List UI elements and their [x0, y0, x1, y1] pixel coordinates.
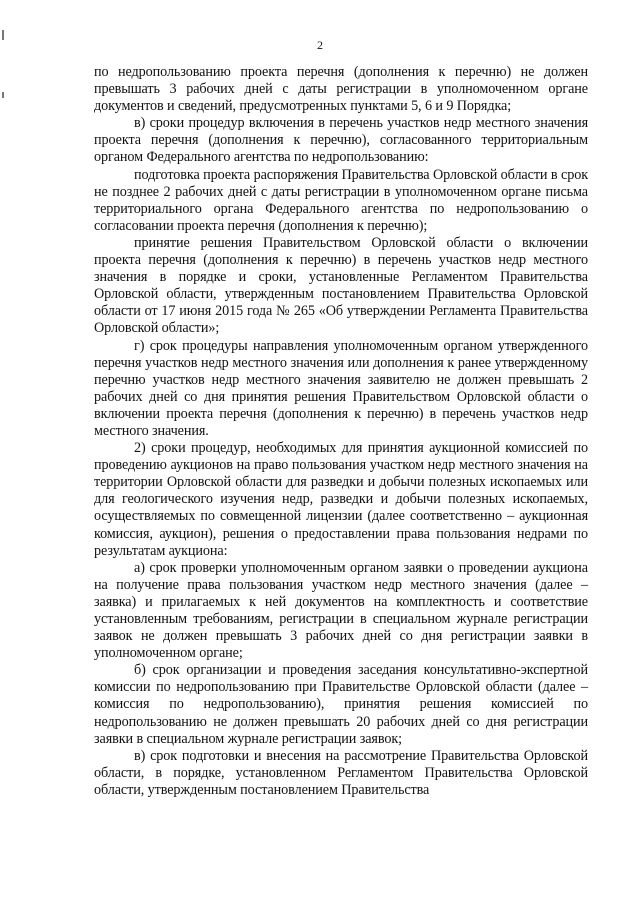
paragraph: а) срок проверки уполномоченным органом заявки о проведении аукциона на получение права пользования участком недр местного значения (далее – заявка) и прилагаемых к ней документов на комплектность и соответствие установленным требованиям, регистрации в специальном журнале регистрации заявок не должен превышать 3 рабочих дней со дня регистрации заявки в уполномоченном органе; [94, 559, 588, 662]
paragraph: 2) сроки процедур, необходимых для принятия аукционной комиссией по проведению аукционов на право пользования участком недр местного значения на территории Орловской области для разведки и добычи полезных ископаемых или для геологического изучения недр, разведки и добычи полезных ископаемых, осуществляемых по совмещенной лицензии (далее соответственно – аукционная комиссия, аукцион), решения о предоставлении права пользования недрами по результатам аукциона: [94, 440, 588, 559]
paragraph: б) срок организации и проведения заседания консультативно-экспертной комиссии по недропользованию при Правительстве Орловской области (далее – комиссия по недропользованию), принятия решения комиссией по недропользованию не должен превышать 20 рабочих дней со дня регистрации заявки в специальном журнале регистрации заявок; [94, 662, 588, 747]
page-number: 2 [317, 38, 323, 52]
paragraph: по недропользованию проекта перечня (дополнения к перечню) не должен превышать 3 рабочих дней с даты регистрации в уполномоченном органе документов и сведений, предусмотренных пунктами 5, 6 и 9 Порядка; [94, 64, 588, 115]
scan-edge-mark [2, 92, 4, 98]
paragraph: принятие решения Правительством Орловской области о включении проекта перечня (дополнения к перечню) в перечень участков недр местного значения в порядке и сроки, установленные Регламентом Правительства Орловской области, утвержденным постановлением Правительства Орловской области от 17 июня 2015 года № 265 «Об утверждении Регламента Правительства Орловской области»; [94, 234, 588, 337]
paragraph: в) срок подготовки и внесения на рассмотрение Правительства Орловской области, в порядке, установленном Регламентом Правительства Орловской области, утвержденным постановлением Правительства [94, 747, 588, 798]
paragraph: подготовка проекта распоряжения Правительства Орловской области в срок не позднее 2 рабочих дней с даты регистрации в уполномоченном органе письма территориального органа Федерального агентства по недропользованию о согласовании проекта перечня (дополнения к перечню); [94, 166, 588, 234]
paragraph: в) сроки процедур включения в перечень участков недр местного значения проекта перечня (дополнения к перечню), согласованного территориальным органом Федерального агентства по недропользованию: [94, 115, 588, 166]
document-body [94, 64, 588, 799]
paragraph: г) срок процедуры направления уполномоченным органом утвержденного перечня участков недр местного значения или дополнения к ранее утвержденному перечню участков недр местного значения заявителю не должен превышать 2 рабочих дней со дня принятия решения Правительством Орловской области о включении проекта перечня (дополнения к перечню) в перечень участков недр местного значения. [94, 337, 588, 439]
